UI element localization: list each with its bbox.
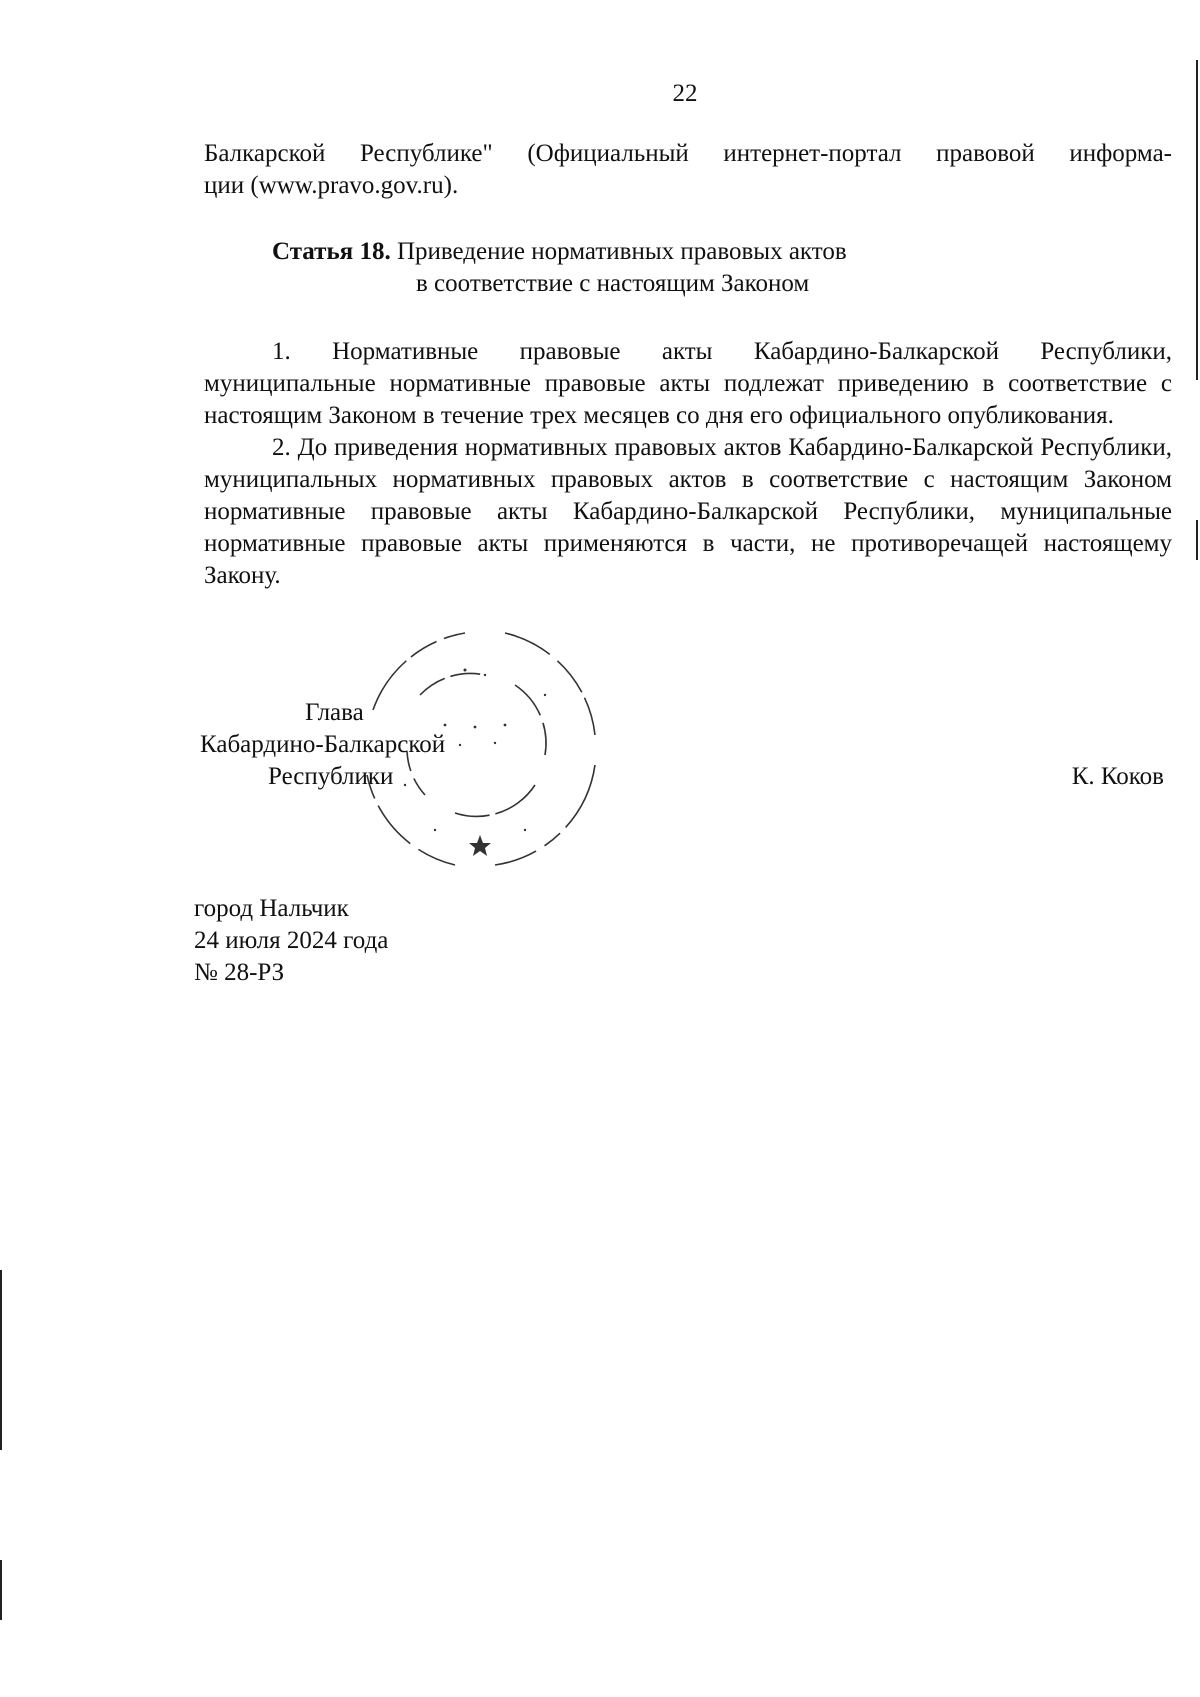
article-title-line-1: Приведение нормативных правовых актов	[396, 238, 847, 265]
signature-title	[200, 697, 445, 793]
scan-edge-mark	[1196, 60, 1198, 380]
scan-edge-mark	[0, 1560, 2, 1620]
signature-title-line-3: Республики	[268, 763, 394, 790]
article-point-1: 1. Нормативные правовые акты Кабардино-Балкарской Республики, муниципальные нормативные правовые акты подлежат приведению в соответствие с настоящим Законом в течение трех месяцев со дня его официального опубликования.	[204, 338, 1172, 429]
continued-paragraph-line-2: ции (www.pravo.gov.ru).	[204, 172, 459, 199]
scan-edge-mark	[0, 1270, 2, 1450]
article-title-line-2: в соответствие с настоящим Законом	[416, 270, 810, 297]
continued-paragraph	[204, 138, 1172, 202]
article-point-2: 2. До приведения нормативных правовых актов Кабардино-Балкарской Республики, муниципальных нормативных правовых актов в соответствие с настоящим Законом нормативные правовые акты Кабардино-Балкарской Республики, муниципальные нормативные правовые акты применяются в части, не противоречащей настоящему Закону.	[204, 434, 1172, 589]
page-number: 22	[672, 80, 698, 107]
city: город Нальчик	[194, 895, 349, 922]
article-points	[204, 336, 1172, 592]
date: 24 июля 2024 года	[194, 927, 389, 954]
law-number: № 28-РЗ	[194, 959, 285, 986]
article-heading	[204, 236, 1172, 300]
place-date-block	[194, 893, 388, 989]
scan-edge-mark	[1196, 520, 1198, 560]
continued-paragraph-line-1: Балкарской Республике" (Официальный интернет-портал правовой информа-	[204, 140, 1172, 167]
signature-title-line-2: Кабардино-Балкарской	[200, 731, 446, 758]
signature-title-line-1: Глава	[305, 699, 364, 726]
article-label: Статья 18.	[272, 238, 391, 265]
signer-name: К. Коков	[1071, 763, 1164, 790]
